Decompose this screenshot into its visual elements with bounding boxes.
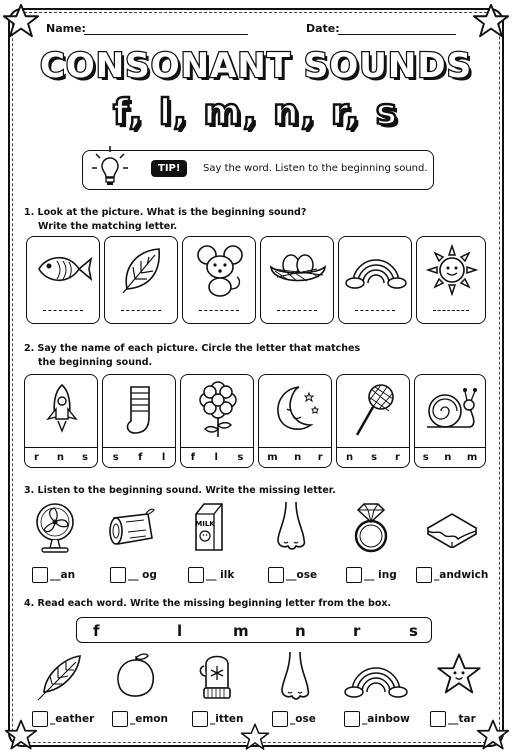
answer-blank[interactable] (277, 310, 317, 311)
name-label: Name: (46, 22, 86, 35)
q2-cell-net (336, 374, 410, 468)
word-suffix: ilk (220, 569, 235, 581)
answer-box[interactable] (268, 567, 284, 583)
corner-star-icon (472, 2, 510, 40)
q2-cell-moon (258, 374, 332, 468)
corner-star-icon (476, 718, 510, 752)
letter-option[interactable]: n (345, 452, 354, 463)
box-letter: r (353, 622, 361, 640)
answer-box[interactable] (416, 567, 432, 583)
letter-option[interactable]: m (267, 452, 278, 463)
sandwich-icon (424, 508, 480, 548)
page-title: CONSONANT SOUNDS (39, 46, 473, 86)
corner-star-icon (2, 2, 40, 40)
ring-icon (352, 500, 390, 554)
question-2-line2: the beginning sound. (38, 357, 153, 368)
letter-options (415, 452, 485, 463)
nose-icon (276, 650, 314, 704)
milk-label: MILK (195, 520, 215, 528)
feather-icon (36, 652, 86, 702)
flower-icon (197, 381, 239, 439)
q1-cell-sun (416, 236, 486, 324)
answer-box[interactable] (430, 711, 446, 727)
letter-option[interactable]: m (466, 452, 478, 463)
answer-box[interactable] (346, 567, 362, 583)
tip-box (82, 150, 434, 190)
letter-options (181, 452, 253, 463)
word-suffix: ainbow (367, 713, 410, 725)
q1-cell-fish (26, 236, 100, 324)
q3-word-ring: __ ing (346, 567, 397, 583)
question-1-line1: 1. Look at the picture. What is the beginning sound? (24, 207, 307, 218)
snail-icon (421, 385, 481, 433)
answer-box[interactable] (32, 567, 48, 583)
box-letter: m (233, 622, 249, 640)
sock-icon (123, 383, 159, 437)
fan-icon (32, 502, 78, 554)
letter-option[interactable]: f (190, 452, 196, 463)
answer-box[interactable] (112, 711, 128, 727)
question-1-text (24, 206, 306, 234)
box-letter: s (409, 622, 418, 640)
letter-option[interactable]: l (161, 452, 166, 463)
mouse-icon (195, 243, 245, 297)
letter-option[interactable]: s (371, 452, 378, 463)
q2-cell-snail (414, 374, 486, 468)
q4-word-lemon: _emon (112, 711, 168, 727)
name-field[interactable] (84, 34, 248, 35)
q2-cell-flower (180, 374, 254, 468)
question-4-text: 4. Read each word. Write the missing beginning letter from the box. (24, 598, 392, 609)
q3-word-fan: __an (32, 567, 75, 583)
q4-word-nose: _ose (272, 711, 316, 727)
date-field[interactable] (338, 34, 456, 35)
word-suffix: ose (295, 713, 316, 725)
letter-option[interactable]: r (33, 452, 39, 463)
q3-word-sandwich: _andwich (416, 567, 488, 583)
moon-icon (269, 383, 323, 435)
nest-icon (267, 249, 329, 291)
letter-option[interactable]: s (82, 452, 88, 463)
question-3-text: 3. Listen to the beginning sound. Write the missing letter. (24, 485, 336, 496)
word-suffix: og (142, 569, 157, 581)
letter-option[interactable]: n (294, 452, 302, 463)
word-suffix: andwich (439, 569, 489, 581)
letter-option[interactable]: r (395, 452, 400, 463)
rocket-icon (43, 383, 81, 435)
word-suffix: ose (296, 569, 318, 581)
box-letter: f (93, 622, 100, 640)
letter-options (103, 452, 175, 463)
q4-word-feather: _eather (32, 711, 94, 727)
rainbow-icon (344, 656, 408, 698)
mitten-icon (196, 650, 238, 702)
word-suffix: ing (378, 569, 397, 581)
sun-icon (425, 243, 479, 297)
answer-blank[interactable] (433, 310, 469, 311)
letter-option[interactable]: s (237, 452, 244, 463)
letter-options (337, 452, 409, 463)
box-letter: l (177, 622, 183, 640)
date-label: Date: (306, 22, 340, 35)
rainbow-icon (345, 249, 407, 289)
word-suffix: eather (55, 713, 95, 725)
net-icon (351, 381, 397, 439)
letter-option[interactable]: r (317, 452, 323, 463)
tip-badge: TIP! (151, 160, 187, 177)
answer-blank[interactable] (43, 310, 83, 311)
question-1-line2: Write the matching letter. (38, 221, 178, 232)
milk-icon (192, 500, 226, 554)
fish-icon (35, 249, 93, 289)
page-subtitle-letters: f, l, m, n, r, s (112, 92, 400, 133)
letter-option[interactable]: f (138, 452, 143, 463)
q3-word-nose: __ose (268, 567, 317, 583)
word-suffix: an (60, 569, 76, 581)
q3-word-log: __ og (110, 567, 157, 583)
q1-cell-nest (260, 236, 334, 324)
q1-cell-rainbow (338, 236, 412, 324)
answer-box[interactable] (32, 711, 48, 727)
answer-box[interactable] (192, 711, 208, 727)
tip-text: Say the word. Listen to the beginning sound. (203, 163, 428, 174)
question-2-line1: 2. Say the name of each picture. Circle the letter that matches (24, 343, 361, 354)
answer-blank[interactable] (121, 310, 161, 311)
nose-icon (272, 500, 310, 554)
q1-cell-leaf (104, 236, 178, 324)
answer-box[interactable] (344, 711, 360, 727)
q2-cell-sock (102, 374, 176, 468)
letter-options (25, 452, 97, 463)
lemon-icon (112, 652, 160, 702)
leaf-icon (119, 245, 165, 295)
star-icon (436, 650, 482, 698)
word-suffix: emon (135, 713, 169, 725)
letter-option[interactable]: n (444, 452, 452, 463)
q3-word-milk: __ ilk (188, 567, 234, 583)
q1-cell-mouse (182, 236, 256, 324)
answer-box[interactable] (272, 711, 288, 727)
question-2-text (24, 342, 360, 370)
letter-word-box (76, 617, 432, 643)
box-letter: n (295, 622, 306, 640)
answer-blank[interactable] (199, 310, 239, 311)
q4-word-mitten: _itten (192, 711, 243, 727)
q4-word-star: __tar (430, 711, 476, 727)
log-icon (106, 508, 158, 548)
corner-star-icon (240, 722, 270, 752)
word-suffix: itten (215, 713, 244, 725)
answer-box[interactable] (110, 567, 126, 583)
letter-option[interactable]: s (422, 452, 429, 463)
answer-box[interactable] (188, 567, 204, 583)
word-suffix: tar (458, 713, 476, 725)
letter-options (259, 452, 331, 463)
q4-word-rainbow: _ainbow (344, 711, 410, 727)
letter-option[interactable]: s (112, 452, 119, 463)
letter-option[interactable]: n (56, 452, 65, 463)
q2-cell-rocket (24, 374, 98, 468)
answer-blank[interactable] (355, 310, 395, 311)
letter-option[interactable]: l (214, 452, 218, 463)
